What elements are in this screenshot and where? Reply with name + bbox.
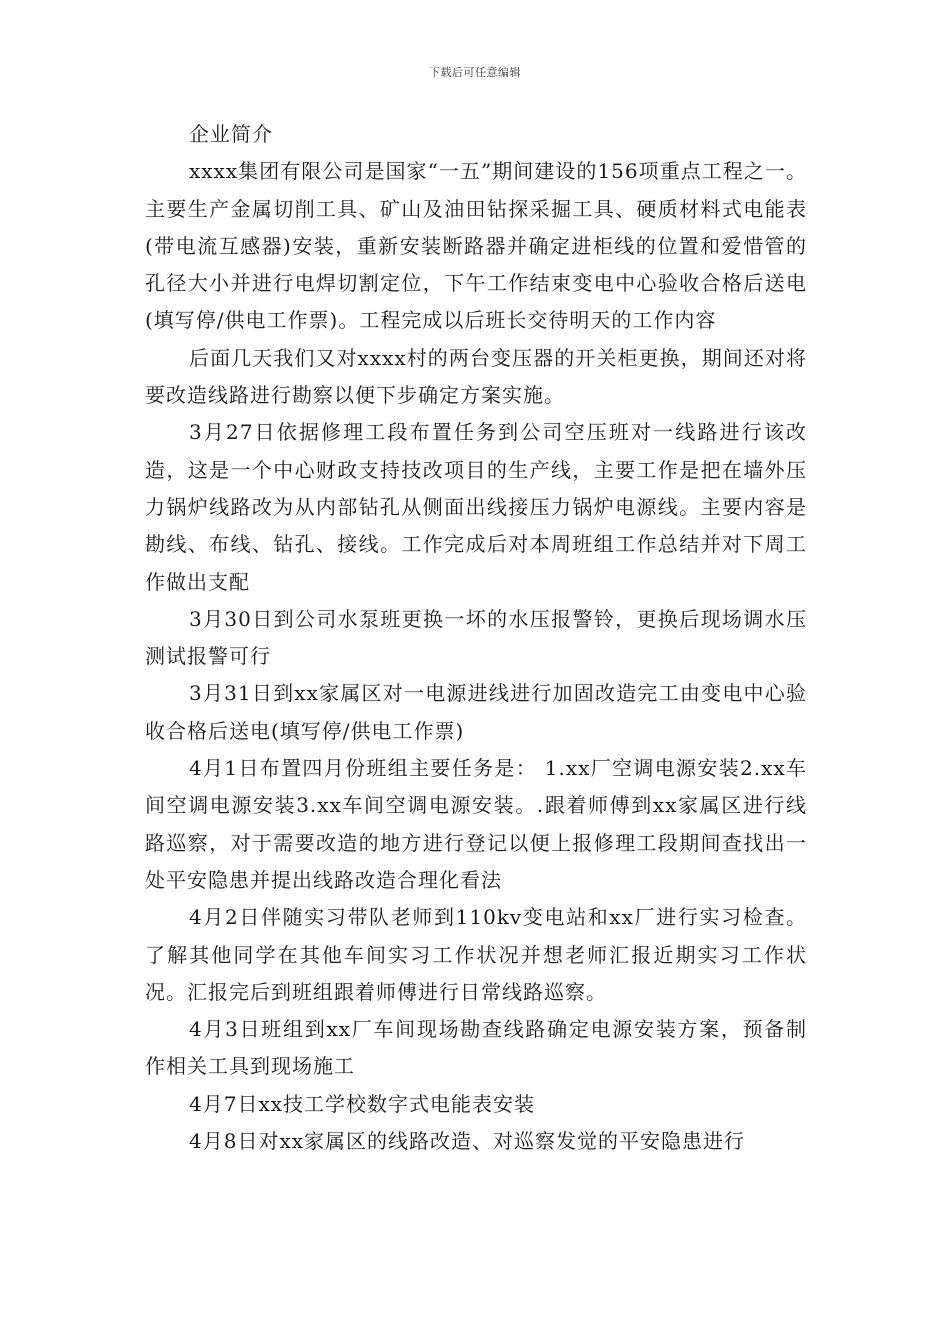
paragraph: 3月27日依据修理工段布置任务到公司空压班对一线路进行该改造，这是一个中心财政支持技改项目的生产线，主要工作是把在墙外压力锅炉线路改为从内部钻孔从侧面出线接压力锅炉电源线。主要内容是勘线、布线、钻孔、接线。工作完成后对本周班组工作总结并对下周工作做出支配	[145, 420, 807, 594]
paragraph: xxxx集团有限公司是国家“一五”期间建设的156项重点工程之一。主要生产金属切削工具、矿山及油田钻探采掘工具、硬质材料式电能表(带电流互感器)安装，重新安装断路器并确定进柜线的位置和爱惜管的孔径大小并进行电焊切割定位，下午工作结束变电中心验收合格后送电(填写停/供电工作票)。工程完成以后班长交待明天的工作内容	[145, 159, 807, 333]
paragraph: 4月1日布置四月份班组主要任务是： 1.xx厂空调电源安装2.xx车间空调电源安装3.xx车间空调电源安装。.跟着师傅到xx家属区进行线路巡察，对于需要改造的地方进行登记以便上报修理工段期间查找出一处平安隐患并提出线路改造合理化看法	[145, 756, 807, 892]
paragraph: 3月30日到公司水泵班更换一坏的水压报警铃，更换后现场调水压测试报警可行	[145, 606, 807, 669]
paragraph: 4月7日xx技工学校数字式电能表安装	[189, 1091, 536, 1116]
document-body	[145, 116, 807, 1160]
document-title: 企业简介	[189, 122, 273, 146]
paragraph: 后面几天我们又对xxxx村的两台变压器的开关柜更换，期间还对将要改造线路进行勘察以便下步确定方案实施。	[145, 345, 807, 408]
paragraph: 3月31日到xx家属区对一电源进线进行加固改造完工由变电中心验收合格后送电(填写停/供电工作票)	[145, 681, 807, 743]
paragraph: 4月3日班组到xx厂车间现场勘查线路确定电源安装方案，预备制作相关工具到现场施工	[145, 1017, 807, 1079]
paragraph: 4月2日伴随实习带队老师到110kv变电站和xx厂进行实习检查。了解其他同学在其他车间实习工作状况并想老师汇报近期实习工作状况。汇报完后到班组跟着师傅进行日常线路巡察。	[145, 905, 807, 1004]
paragraph: 4月8日对xx家属区的线路改造、对巡察发觉的平安隐患进行	[189, 1129, 746, 1154]
page-header: 下载后可任意编辑	[429, 66, 521, 79]
